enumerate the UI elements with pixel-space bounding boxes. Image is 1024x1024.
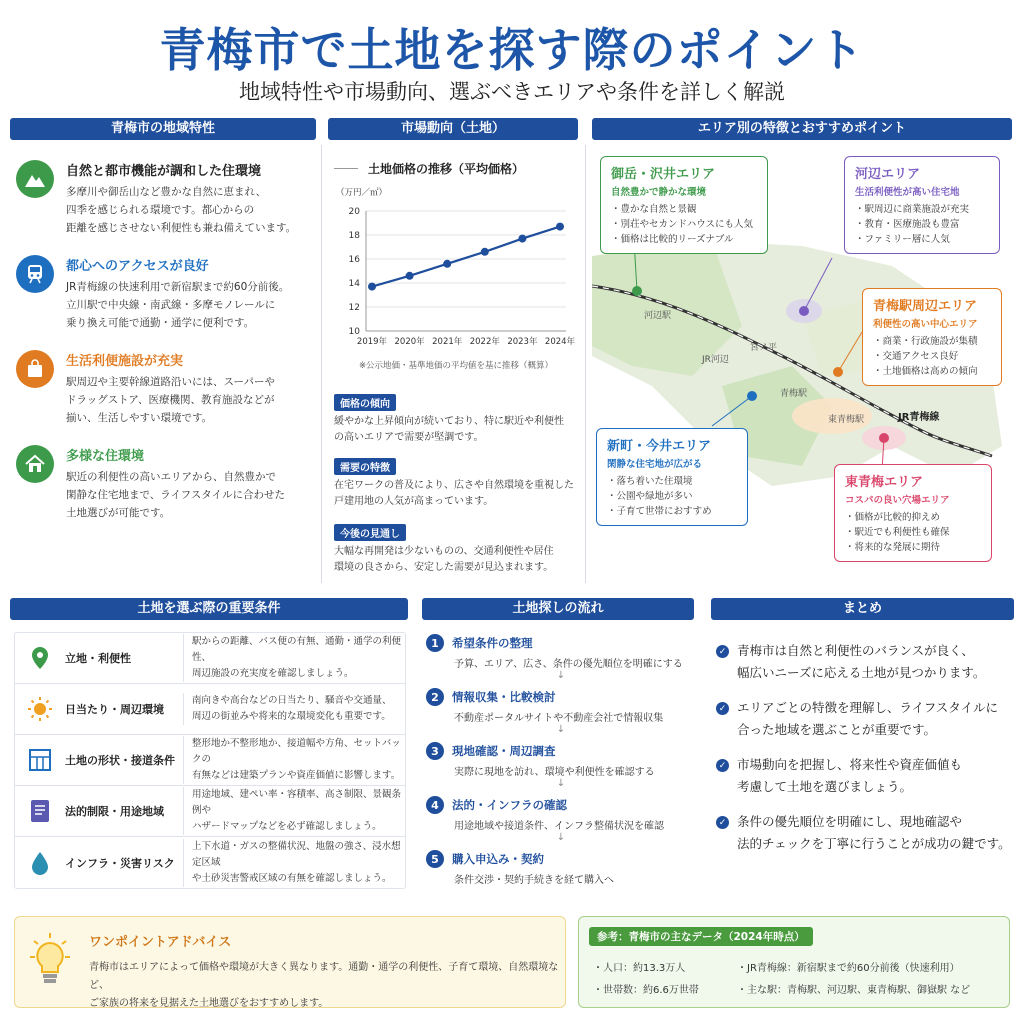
condition-desc: 上下水道・ガスの整備状況、地盤の強さ、浸水想定区域 xyxy=(192,840,401,868)
condition-name: インフラ・災害リスク xyxy=(65,856,175,870)
y-tick-label: 20 xyxy=(348,207,360,217)
x-tick-label: 2019年 xyxy=(356,337,388,347)
condition-name: 法的制限・用途地域 xyxy=(65,805,164,818)
flow-step xyxy=(426,742,696,796)
area-subtitle: 生活利便性が高い住宅地 xyxy=(855,187,960,198)
step-title: 情報収集・比較検討 xyxy=(452,690,556,704)
area-subtitle: 自然豊かで静かな環境 xyxy=(611,187,707,198)
y-tick-label: 18 xyxy=(348,231,360,241)
data-point xyxy=(443,260,451,268)
price-line-chart xyxy=(334,183,578,353)
table-row xyxy=(15,837,405,888)
x-tick-label: 2024年 xyxy=(544,337,576,347)
arrow-down-icon: ↓ xyxy=(556,778,566,789)
document-icon xyxy=(15,799,65,823)
area-subtitle: コスパの良い穴場エリア xyxy=(845,495,950,506)
area-name: 青梅駅周辺エリア xyxy=(873,299,978,314)
area-name: 東青梅エリア xyxy=(845,475,924,490)
condition-name: 日当たり・周辺環境 xyxy=(65,703,164,716)
step-title: 購入申込み・契約 xyxy=(452,852,544,866)
feature-text: 駅周辺や主要幹線道路沿いには、スーパーや xyxy=(66,376,275,388)
area-point: ・土地価格は高めの傾向 xyxy=(873,366,978,377)
check-icon: ✓ xyxy=(716,702,729,715)
section-header-conditions: 土地を選ぶ際の重要条件 xyxy=(10,598,408,620)
feature-item xyxy=(16,160,316,255)
map-station-label: 宮ノ平 xyxy=(750,343,778,353)
step-desc: 予算、エリア、広さ、条件の優先順位を明確にする xyxy=(454,659,683,670)
area-point: ・交通アクセス良好 xyxy=(873,351,959,362)
chart-note: ※公示地価・基準地価の平均値を基に推移（概算） xyxy=(358,361,554,371)
reference-item: ・主な駅：青梅駅、河辺駅、東青梅駅、御嶽駅 など xyxy=(737,985,971,996)
note-text: 環境の良さから、安定した需要が見込まれます。 xyxy=(334,562,554,573)
y-axis-label: （万円／㎡） xyxy=(336,188,388,198)
market-note xyxy=(334,392,578,456)
arrow-down-icon: ↓ xyxy=(556,670,566,681)
summary-text: 合った地域を選ぶことが重要です。 xyxy=(737,722,937,737)
feature-text: 立川駅で中央線・南武線・多摩モノレールに xyxy=(66,299,276,311)
section-header-market: 市場動向（土地） xyxy=(328,118,578,140)
table-row xyxy=(15,684,405,735)
area-point: ・商業・行政施設が集積 xyxy=(873,336,978,347)
summary-text: 考慮して土地を選びましょう。 xyxy=(737,779,913,794)
area-point: ・公園や緑地が多い xyxy=(607,491,693,502)
y-tick-label: 10 xyxy=(348,327,360,337)
feature-text: 多摩川や御岳山など豊かな自然に恵まれ、 xyxy=(66,186,267,198)
note-text: 在宅ワークの普及により、広さや自然環境を重視した xyxy=(334,480,574,491)
summary-item xyxy=(716,811,1016,855)
advice-box xyxy=(14,916,566,1008)
area-name: 河辺エリア xyxy=(855,167,921,182)
map-station-label: JR河辺 xyxy=(702,355,729,365)
step-number: 4 xyxy=(426,796,444,814)
region-features xyxy=(16,160,316,540)
feature-text: 土地選びが可能です。 xyxy=(66,507,171,519)
feature-item xyxy=(16,255,316,350)
section-header-summary: まとめ xyxy=(711,598,1014,620)
area-name: 御岳・沢井エリア xyxy=(611,167,716,182)
rail-line-label: JR青梅線 xyxy=(898,412,940,423)
area-point: ・子育て世帯におすすめ xyxy=(607,506,712,517)
step-desc: 条件交渉・契約手続きを経て購入へ xyxy=(454,875,614,886)
feature-text: ドラッグストア、医療機関、教育施設などが xyxy=(66,394,275,406)
step-desc: 用途地域や接道条件、インフラ整備状況を確認 xyxy=(454,821,664,832)
condition-desc: や土砂災害警戒区域の有無を確認しましょう。 xyxy=(192,872,392,884)
mountain-icon xyxy=(16,160,54,198)
flow-step xyxy=(426,796,696,850)
section-header-region: 青梅市の地域特性 xyxy=(10,118,316,140)
condition-name: 立地・利便性 xyxy=(65,652,131,665)
flow-step xyxy=(426,634,696,688)
section-header-areas: エリア別の特徴とおすすめポイント xyxy=(592,118,1012,140)
pin-icon xyxy=(15,646,65,670)
data-point xyxy=(481,248,489,256)
step-title: 法的・インフラの確認 xyxy=(452,798,567,812)
table-row xyxy=(15,786,405,837)
area-point: ・別荘やセカンドハウスにも人気 xyxy=(611,219,754,230)
y-tick-label: 12 xyxy=(348,303,360,313)
shopping-bag-icon xyxy=(16,350,54,388)
feature-title: 生活利便施設が充実 xyxy=(66,354,184,369)
arrow-down-icon: ↓ xyxy=(556,724,566,735)
page-title: 青梅市で土地を探す際のポイント xyxy=(159,23,865,77)
x-tick-label: 2022年 xyxy=(469,337,500,347)
condition-desc: 南向きや高台などの日当たり、騒音や交通量、 xyxy=(192,695,392,706)
condition-desc: ハザードマップなどを必ず確認しましょう。 xyxy=(192,821,382,832)
area-card-shinmachi xyxy=(596,428,748,526)
step-title: 現地確認・周辺調査 xyxy=(452,744,556,758)
note-text: 大幅な再開発は少ないものの、交通利便性や居住 xyxy=(334,546,554,557)
arrow-down-icon: ↓ xyxy=(556,832,566,843)
data-point xyxy=(406,272,414,280)
area-card-mitake xyxy=(600,156,768,254)
summary-text: 幅広いニーズに応える土地が見つかります。 xyxy=(737,665,986,680)
area-point: ・価格が比較的抑えめ xyxy=(845,512,941,523)
reference-item: ・JR青梅線：新宿駅まで約60分前後（快速利用） xyxy=(737,963,960,974)
flow-steps xyxy=(426,634,696,886)
summary-text: 法的チェックを丁寧に行うことが成功の鍵です。 xyxy=(737,836,1011,851)
feature-text: 閑静な住宅地まで、ライフスタイルに合わせた xyxy=(66,489,286,501)
y-tick-label: 14 xyxy=(348,279,360,289)
note-text: 緩やかな上昇傾向が続いており、特に駅近や利便性 xyxy=(334,416,564,427)
area-point: ・将来的な発展に期待 xyxy=(845,542,941,553)
x-tick-label: 2020年 xyxy=(394,337,425,347)
reference-box xyxy=(578,916,1010,1008)
summary-list xyxy=(716,640,1016,855)
note-tag: 価格の傾向 xyxy=(334,394,396,411)
lightbulb-icon xyxy=(29,931,71,991)
feature-title: 多様な住環境 xyxy=(66,449,145,464)
area-point: ・駅近でも利便性も確保 xyxy=(845,527,950,538)
feature-item xyxy=(16,350,316,445)
flow-step xyxy=(426,850,696,886)
table-row xyxy=(15,633,405,684)
condition-desc: 有無などは建築プランや資産価値に影響します。 xyxy=(192,770,401,781)
x-tick-label: 2021年 xyxy=(432,337,463,347)
area-card-higashi-ome xyxy=(834,464,992,562)
map-station-label: 東青梅駅 xyxy=(828,415,865,425)
area-point: ・ファミリー層に人気 xyxy=(855,234,950,245)
data-point xyxy=(368,283,376,291)
note-tag: 需要の特徴 xyxy=(334,458,396,475)
feature-title: 自然と都市機能が調和した住環境 xyxy=(66,164,262,179)
summary-text: 条件の優先順位を明確にし、現地確認や xyxy=(737,814,963,829)
step-number: 3 xyxy=(426,742,444,760)
advice-text: ご家族の将来を見据えた土地選びをおすすめします。 xyxy=(89,998,329,1009)
map-station-label: 河辺駅 xyxy=(644,311,672,321)
summary-text: 青梅市は自然と利便性のバランスが良く、 xyxy=(737,643,974,658)
condition-desc: 用途地域、建ぺい率・容積率、高さ制限、景観条例や xyxy=(192,789,402,816)
series-line xyxy=(372,227,560,287)
area-card-kabe xyxy=(844,156,1000,254)
area-point: ・教育・医療施設も豊富 xyxy=(855,219,960,230)
chart-title: 土地価格の推移（平均価格） xyxy=(368,162,525,176)
feature-text: 距離を感じさせない利便性も兼ね備えています。 xyxy=(66,222,297,234)
check-icon: ✓ xyxy=(716,816,729,829)
area-point: ・駅周辺に商業施設が充実 xyxy=(855,204,970,215)
summary-text: エリアごとの特徴を理解し、ライフスタイルに xyxy=(737,700,999,715)
summary-item xyxy=(716,640,1016,697)
note-text: の高いエリアで需要が堅調です。 xyxy=(334,432,484,443)
step-title: 希望条件の整理 xyxy=(452,636,533,650)
step-number: 1 xyxy=(426,634,444,652)
train-icon xyxy=(16,255,54,293)
condition-desc: 整形地か不整形地か、接道幅や方角、セットバックの xyxy=(192,738,401,765)
data-point xyxy=(556,223,564,231)
conditions-table xyxy=(14,632,406,889)
area-subtitle: 利便性の高い中心エリア xyxy=(873,319,978,330)
check-icon: ✓ xyxy=(716,645,729,658)
condition-desc: 周辺施設の充実度を確認しましょう。 xyxy=(192,668,354,679)
feature-text: 乗り換え可能で通勤・通学に便利です。 xyxy=(66,317,255,329)
x-tick-label: 2023年 xyxy=(507,337,538,347)
step-number: 2 xyxy=(426,688,444,706)
market-note xyxy=(334,456,578,522)
flow-step xyxy=(426,688,696,742)
column-divider xyxy=(585,145,586,583)
condition-name: 土地の形状・接道条件 xyxy=(65,754,175,767)
step-desc: 実際に現地を訪れ、環境や利便性を確認する xyxy=(454,767,655,778)
market-note xyxy=(334,522,578,576)
condition-desc: 駅からの距離、バス便の有無、通勤・通学の利便性、 xyxy=(192,636,402,663)
area-subtitle: 閑静な住宅地が広がる xyxy=(607,459,703,470)
area-point: ・落ち着いた住環境 xyxy=(607,476,693,487)
reference-title: 参考：青梅市の主なデータ（2024年時点） xyxy=(589,927,813,946)
map-station-label: 青梅駅 xyxy=(780,389,808,399)
water-drop-icon xyxy=(15,851,65,875)
column-divider xyxy=(321,145,322,583)
summary-item xyxy=(716,754,1016,811)
data-point xyxy=(518,235,526,243)
feature-text: 揃い、生活しやすい環境です。 xyxy=(66,412,213,424)
area-card-ome-station xyxy=(862,288,1002,386)
area-point: ・価格は比較的リーズナブル xyxy=(611,234,734,245)
note-tag: 今後の見通し xyxy=(334,524,406,541)
market-chart-block xyxy=(334,160,578,371)
check-icon: ✓ xyxy=(716,759,729,772)
page-subtitle: 地域特性や市場動向、選ぶべきエリアや条件を詳しく解説 xyxy=(239,80,785,104)
area-point: ・豊かな自然と景観 xyxy=(611,204,697,215)
y-tick-label: 16 xyxy=(348,255,360,265)
feature-text: JR青梅線の快速利用で新宿駅まで約60分前後。 xyxy=(66,281,290,293)
house-icon xyxy=(16,445,54,483)
step-number: 5 xyxy=(426,850,444,868)
area-name: 新町・今井エリア xyxy=(607,439,712,454)
step-desc: 不動産ポータルサイトや不動産会社で情報収集 xyxy=(454,713,664,724)
advice-text: 青梅市はエリアによって価格や環境が大きく異なります。通勤・通学の利便性、子育て環境、自然環境など、 xyxy=(89,962,559,991)
condition-desc: 周辺の街並みや将来的な環境変化も重要です。 xyxy=(192,711,391,722)
feature-text: 駅近の利便性の高いエリアから、自然豊かで xyxy=(66,471,276,483)
table-row xyxy=(15,735,405,786)
market-notes xyxy=(334,392,578,576)
reference-item: ・人口：約13.3万人 xyxy=(593,963,686,974)
feature-text: 四季を感じられる環境です。都心からの xyxy=(66,204,255,216)
feature-title: 都心へのアクセスが良好 xyxy=(66,259,209,274)
summary-item xyxy=(716,697,1016,754)
sun-icon xyxy=(15,696,65,722)
plot-icon xyxy=(15,749,65,771)
advice-title: ワンポイントアドバイス xyxy=(89,935,232,950)
summary-text: 市場動向を把握し、将来性や資産価値も xyxy=(737,757,963,772)
area-map xyxy=(592,146,1012,584)
section-header-flow: 土地探しの流れ xyxy=(422,598,694,620)
note-text: 戸建用地の人気が高まっています。 xyxy=(334,496,494,507)
feature-item xyxy=(16,445,316,540)
reference-item: ・世帯数：約6.6万世帯 xyxy=(593,985,699,996)
